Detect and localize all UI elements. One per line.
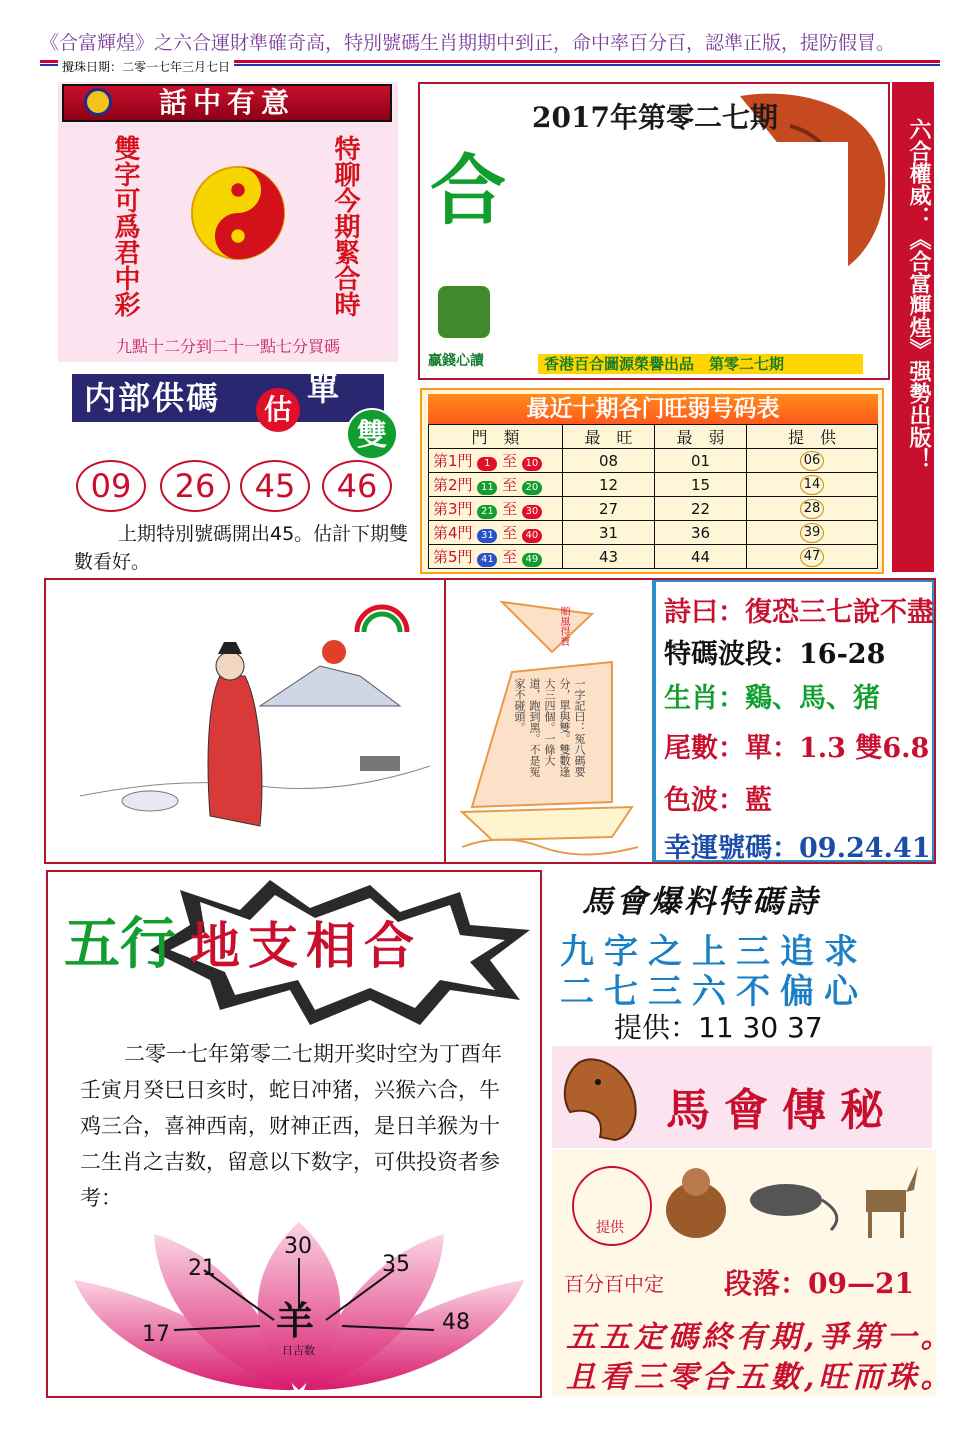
mahui-provide: 提供：11 30 37	[614, 1011, 823, 1044]
door-label: 第2門	[433, 476, 473, 494]
side-banner-text: 六合權威：《合富輝煌》强勢出版！	[906, 118, 932, 470]
internal-code-banner: 内部供碼	[72, 374, 384, 422]
range-to-label: 至	[502, 476, 518, 494]
middle-divider	[444, 580, 446, 862]
hua-zhong-left-verse: 雙字可爲君中彩	[110, 135, 140, 317]
provide-number: 28	[800, 499, 824, 519]
wuxing-title-a: 五	[64, 911, 120, 977]
range-to-ball: 30	[522, 505, 542, 519]
poem-label: 詩曰：	[664, 597, 745, 628]
hua-zhong-footer: 九點十二分到二十一點七分買碼	[115, 337, 340, 356]
door-cell	[429, 497, 563, 521]
cell-best: 08	[563, 449, 655, 473]
range-to-ball: 49	[522, 553, 542, 567]
draw-date: 攪珠日期：二零一七年三月七日	[58, 58, 234, 75]
poem-line-2	[664, 632, 885, 671]
cell-best: 43	[563, 545, 655, 569]
segment-value: 09—21	[808, 1267, 914, 1300]
lotus-number: 21	[188, 1256, 216, 1281]
cell-provide	[747, 473, 878, 497]
cell-provide	[747, 449, 878, 473]
lotus-number: 48	[442, 1310, 470, 1335]
secret-line: 且看三零合五數,旺而珠。	[566, 1360, 955, 1395]
door-table	[428, 424, 878, 569]
cell-worst: 44	[655, 545, 747, 569]
door-cell	[429, 473, 563, 497]
poem-line-5	[664, 778, 772, 817]
secret-line: 五五定碼終有期,爭第一。	[566, 1320, 955, 1355]
range-to-label: 至	[502, 452, 518, 470]
table-header: 門 類	[429, 425, 563, 449]
animals-icon	[656, 1160, 926, 1250]
range-from-ball: 21	[477, 505, 497, 519]
table-row	[429, 473, 878, 497]
range-to-ball: 20	[522, 481, 542, 495]
table-row	[429, 497, 878, 521]
poem-value: 復恐三七說不盡	[745, 597, 934, 628]
range-from-ball: 1	[477, 457, 497, 471]
table-header: 最 弱	[655, 425, 747, 449]
cell-best: 27	[563, 497, 655, 521]
cell-worst: 22	[655, 497, 747, 521]
door-label: 第1門	[433, 452, 473, 470]
poster-issue-title: 2017年第零二七期	[532, 101, 778, 134]
internal-number: 26	[160, 460, 230, 512]
table-row	[429, 545, 878, 569]
sail-flag-text: 順風得寶	[558, 606, 569, 646]
poem-line-3	[664, 676, 880, 715]
sail-verse: 一字記曰：冤八碼要分，單與雙。雙數逢大三四個。一條大道，跑到黑。不是冤家不碰頭。	[513, 678, 586, 777]
yin-yang-icon	[190, 165, 286, 261]
lotus-number: 30	[284, 1234, 312, 1259]
door-label: 第3門	[433, 500, 473, 518]
poem-value: 09.24.41	[799, 833, 931, 864]
door-label: 第4門	[433, 524, 473, 542]
mahui-poem-line: 二七三六不偏心	[560, 972, 868, 1012]
range-from-ball: 11	[477, 481, 497, 495]
internal-number: 45	[240, 460, 310, 512]
hua-zhong-right-verse: 特聊今期緊合時	[330, 135, 360, 317]
guess-badge: 估	[256, 388, 300, 432]
logo-icon	[84, 88, 112, 116]
mahui-title: 馬會爆料特碼詩	[582, 884, 820, 920]
segment-label: 段落：	[724, 1267, 809, 1300]
provide-number: 06	[800, 451, 824, 471]
seal-text: 提供	[596, 1220, 624, 1236]
wuxing-title-b: 行	[120, 911, 176, 977]
mahui-poem-line: 九字之上三追求	[560, 932, 868, 972]
cell-provide	[747, 497, 878, 521]
poem-label: 尾數：	[664, 733, 745, 764]
table-header-row	[429, 425, 878, 449]
range-to-ball: 40	[522, 529, 542, 543]
cell-worst: 01	[655, 449, 747, 473]
range-to-ball: 10	[522, 457, 542, 471]
table-row	[429, 449, 878, 473]
poem-label: 生肖：	[664, 683, 745, 714]
lotus-center: 羊	[276, 1298, 315, 1343]
lotus-number: 35	[382, 1252, 410, 1277]
internal-number: 09	[76, 460, 146, 512]
table-row	[429, 521, 878, 545]
door-label: 第5門	[433, 548, 473, 566]
poem-label: 色波：	[664, 785, 745, 816]
cell-best: 31	[563, 521, 655, 545]
cell-worst: 15	[655, 473, 747, 497]
horse-head-icon	[560, 1052, 640, 1142]
money-bag-icon	[438, 286, 490, 338]
range-to-label: 至	[502, 500, 518, 518]
door-table-title: 最近十期各门旺弱号码表	[428, 394, 878, 424]
hua-zhong-title: 話中有意	[62, 84, 392, 122]
internal-note: 上期特別號碼開出45。估計下期雙數看好。	[74, 523, 409, 573]
poster-credit: 香港百合圖源榮譽出品 第零二七期	[538, 354, 863, 374]
poster-blank-area	[508, 142, 848, 332]
poem-line-6	[664, 826, 931, 865]
header-banner: 《合富輝煌》之六合運財準確奇高，特別號碼生肖期期中到正，命中率百分百，認準正版，提防假冒。	[40, 32, 896, 54]
provide-number: 39	[800, 523, 824, 543]
lotus-number: 17	[142, 1322, 170, 1347]
poem-label: 幸運號碼：	[664, 833, 799, 864]
range-to-label: 至	[502, 524, 518, 542]
cell-best: 12	[563, 473, 655, 497]
scholar-illustration-icon	[60, 596, 440, 856]
door-cell	[429, 545, 563, 569]
secret-title: 馬會傳秘	[666, 1085, 898, 1136]
table-header: 最 旺	[563, 425, 655, 449]
internal-number: 46	[322, 460, 392, 512]
range-from-ball: 41	[477, 553, 497, 567]
poem-line-1	[664, 590, 934, 629]
provide-number: 47	[800, 547, 824, 567]
poem-value: 16-28	[799, 639, 886, 670]
wuxing-title	[64, 900, 422, 980]
poem-value: 鷄、馬、猪	[745, 683, 880, 714]
door-cell	[429, 521, 563, 545]
even-badge: 雙	[346, 408, 398, 460]
lotus-sub: 日吉数	[282, 1344, 315, 1357]
range-from-ball: 31	[477, 529, 497, 543]
rainbow-logo-icon	[352, 604, 412, 634]
cell-worst: 36	[655, 521, 747, 545]
poem-label: 特碼波段：	[664, 639, 799, 670]
table-header: 提 供	[747, 425, 878, 449]
door-cell	[429, 449, 563, 473]
hundred-percent-label: 百分百中定	[564, 1272, 664, 1296]
wuxing-title-c: 地支相合	[190, 916, 422, 975]
odd-badge: 單	[306, 370, 339, 408]
poem-value: 藍	[745, 785, 772, 816]
segment	[724, 1262, 914, 1302]
wuxing-text: 二零一七年第零二七期开奖时空为丁酉年壬寅月癸巳日亥时，蛇日冲猪，兴猴六合，牛鸡三合，喜神西南，财神正西，是日羊猴为十二生肖之吉数，留意以下数字，可供投资者参考：	[80, 1042, 502, 1210]
cell-provide	[747, 521, 878, 545]
cell-provide	[747, 545, 878, 569]
poem-value: 單：1.3 雙6.8	[745, 733, 930, 764]
poster-big-character: 合	[430, 146, 506, 235]
poem-line-4	[664, 726, 929, 765]
provide-number: 14	[800, 475, 824, 495]
range-to-label: 至	[502, 548, 518, 566]
poster-money-label: 贏錢心讀	[428, 353, 484, 369]
